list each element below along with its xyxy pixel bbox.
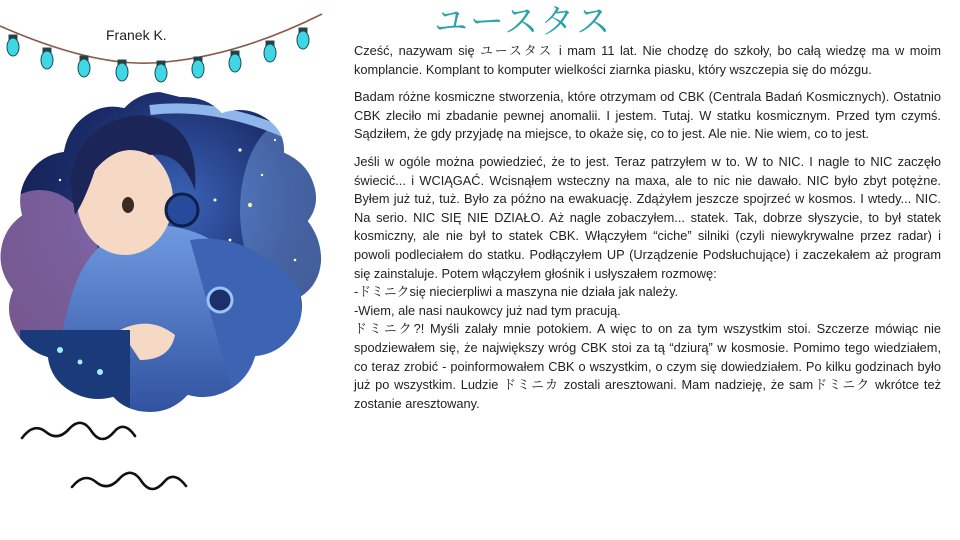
story-paragraph: Cześć, nazywam się ユースタス i mam 11 lat. Nie chodzę do szkoły, bo całą wiedzę ma w moim komplancie. Komplant to komputer wielkości ziarnka piasku, który wszczepia się do mózgu. (354, 43, 941, 77)
story-text (354, 42, 941, 413)
page-title: ユースタス (434, 2, 613, 42)
story-paragraph-final (354, 153, 941, 413)
dialogue-line: -Wiem, ale nasi naukowcy już nad tym pracują. (354, 302, 621, 318)
wavy-scribble (72, 473, 186, 489)
string-lights (0, 14, 322, 82)
wavy-scribble (22, 423, 135, 439)
dialogue-line: -ドミニクsię niecierpliwi a maszyna nie działa jak należy. (354, 284, 679, 300)
story-text-intro: Jeśli w ogóle można powiedzieć, że to jest. Teraz patrzyłem w to. W to NIC. I nagle to NIC zaczęło świecić... i WCIĄGAĆ. Wcisnąłem wsteczny na maxa, ale to nic nie dawało. NIC było zbyt potężne. Byłem już tuż, tuż. Było za późno na ewakuację. Zdążyłem jeszcze spojrzeć w kosmos. I wtedy... NIC. Na serio. NIC SIĘ NIE DZIAŁO. Aż nagle zobaczyłem... statek. Tak, dobrze słyszycie, to był statek kosmiczny, ale nie był to statek CBK. Włączyłem “ciche” silniki (czyli niewykrywalne przez radar) i powoli podleciałem do statku. Podłączyłem UP (Urządzenie Podsłuchujące) i zaczekałem aż program się zainstaluje. Potem włączyłem głośnik i usłyszałem rozmowę: (354, 153, 941, 281)
story-paragraph: Badam różne kosmiczne stworzenia, które otrzymam od CBK (Centrala Badań Kosmicznych). Ostatnio CBK zleciło mi zbadanie pewnej anomalii. I jestem. Tutaj. W statku kosmicznym. Przed tym czymś. Sądziłem, że gdy przyjadę na miejsce, to okaże się, co to jest. Ale nie. Nie wiem, co to jest. (354, 89, 941, 142)
story-text-ending: ドミニク?! Myśli zalały mnie potokiem. A więc to on za tym wszystkim stoi. Szczerze mówiąc nie spodziewałem się, że największy wróg CBK stoi za tą “dziurą” w kosmosie. Pomimo tego wiedziałem, co teraz zrobić - poinformowałem CBK o wszystkim, o czym się dowiedziałem. Po kilku godzinach było już po wszystkim. Ludzie ドミニカ zostali aresztowani. Mam nadzieję, że samドミニク wkrótce też zostanie aresztowany. (354, 321, 941, 411)
author-name: Franek K. (106, 27, 167, 43)
